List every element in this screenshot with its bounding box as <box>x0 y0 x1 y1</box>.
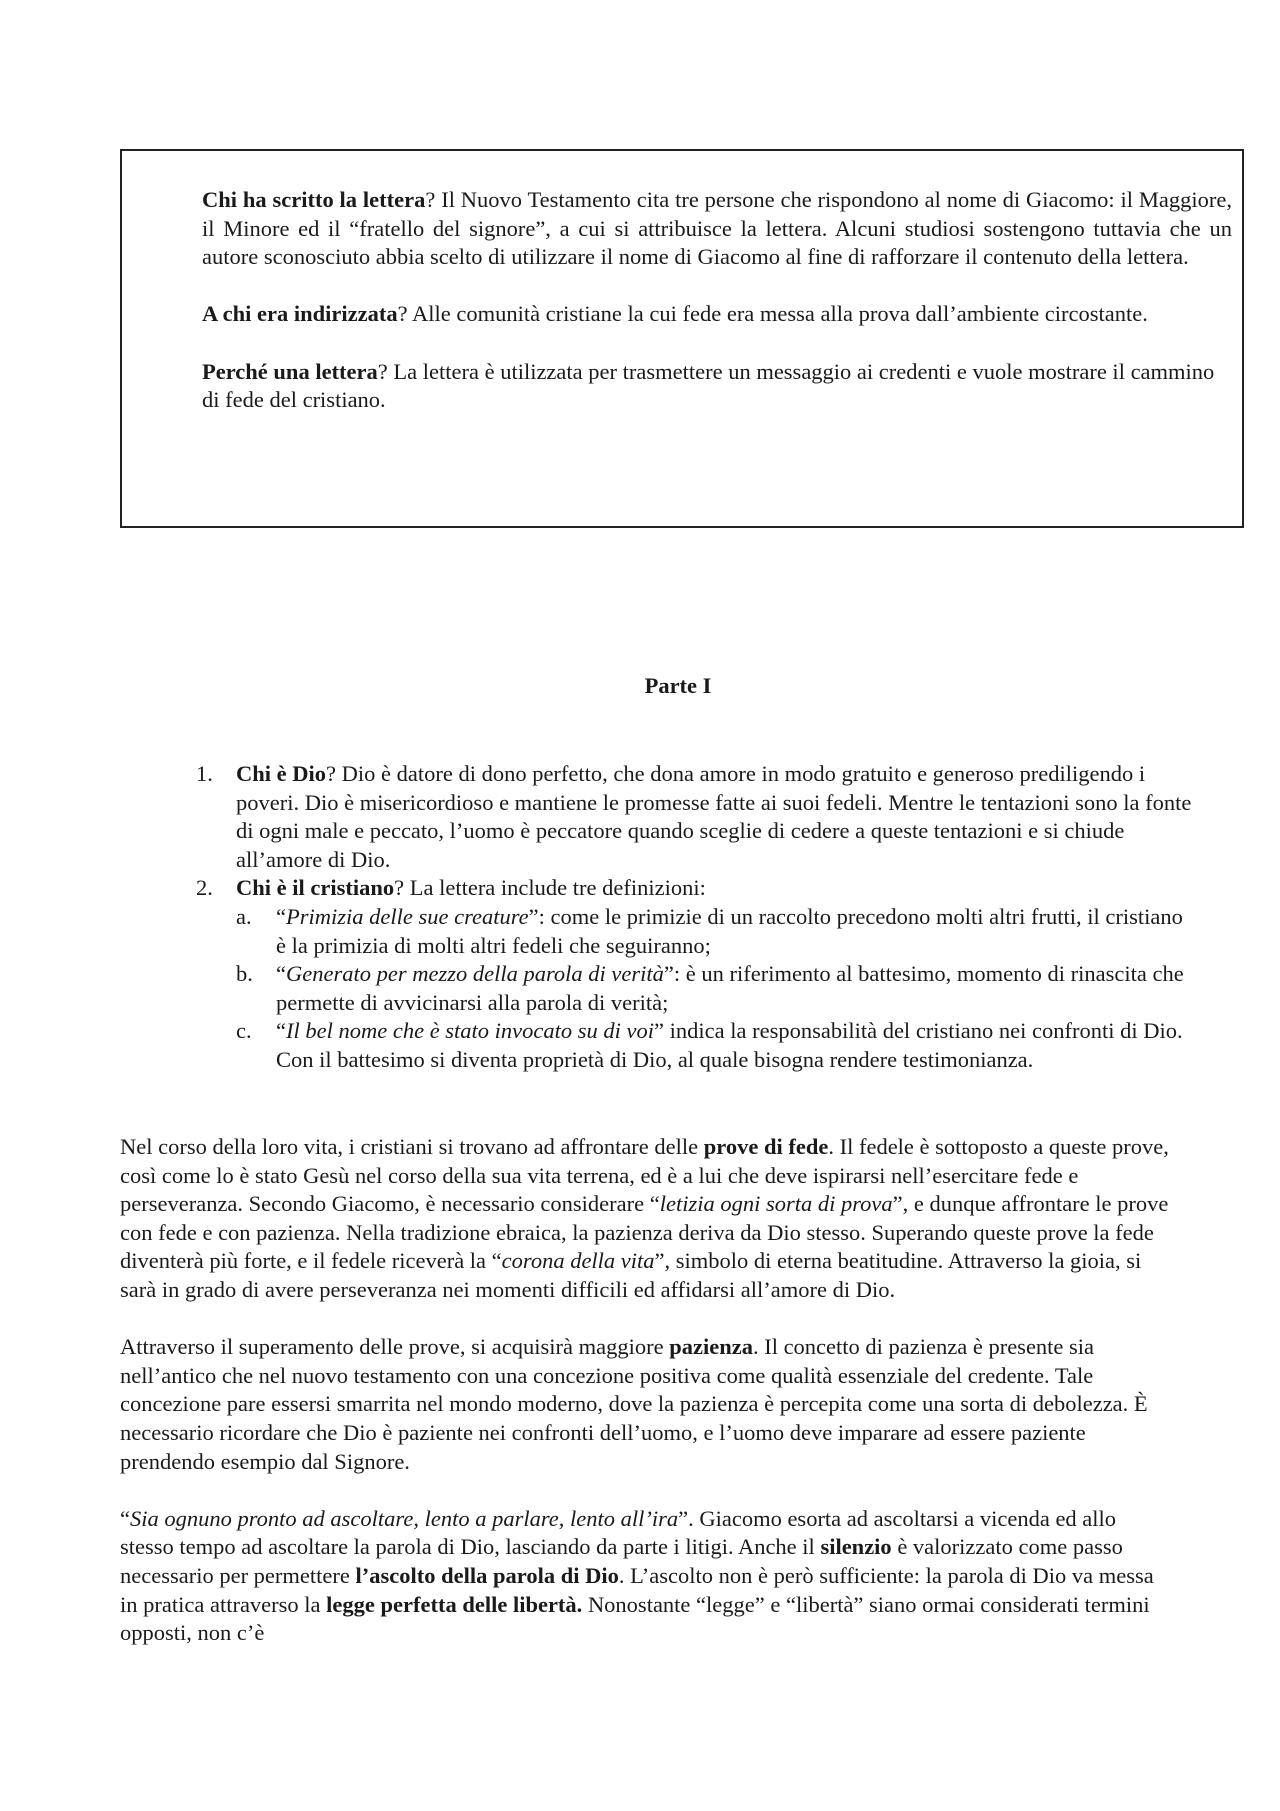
sublist-item-a <box>236 903 1196 960</box>
text-run: ”, simbolo di eterna beatitudine. Attraverso la gioia, si sarà in grado di avere perseveranza nei momenti difficili ed affidarsi all’amore di Dio. <box>120 1248 1142 1302</box>
sublist-letter: c. <box>236 1018 252 1044</box>
intro-paragraph-audience <box>202 300 1232 329</box>
quote-open: “ <box>276 1018 286 1044</box>
sublist-a-text: ”: come le primizie di un raccolto precedono molti altri frutti, il cristiano è la primizia di molti altri fedeli che seguiranno; <box>276 903 1183 958</box>
text-run: . Il fedele è sottoposto a queste prove, così come lo è stato Gesù nel corso della sua vita terrena, ed è a lui che deve ispirarsi nell’esercitare fede e perseveranza. Secondo Giacomo, è necessario considerare “ <box>120 1134 1169 1217</box>
body-paragraph-patience <box>120 1333 1170 1476</box>
sublist-letter: b. <box>236 961 253 987</box>
intro-author-text: ? Il Nuovo Testamento cita tre persone che rispondono al nome di Giacomo: il Maggiore, il Minore ed il “fratello del signore”, a cui si attribuisce la lettera. Alcuni studiosi sostengono tuttavia che un autore sconosciuto abbia scelto di utilizzare il nome di Giacomo al fine di rafforzare il contenuto della lettera. <box>202 187 1232 270</box>
quote-open: “ <box>120 1505 130 1531</box>
text-run: ”. Giacomo esorta ad ascoltarsi a vicenda ed allo stesso tempo ad ascoltare la parola di Dio, lasciando da parte i litigi. Anche il <box>120 1505 1117 1560</box>
list-number: 1. <box>196 761 213 786</box>
sublist-a-quote: Primizia delle sue creature <box>286 903 529 929</box>
intro-audience-heading: A chi era indirizzata <box>202 301 398 327</box>
intro-purpose-heading: Perché una lettera <box>202 358 378 384</box>
text-run: Nel corso della loro vita, i cristiani si trovano ad affrontare delle <box>120 1134 704 1159</box>
intro-author-heading: Chi ha scritto la lettera <box>202 187 426 212</box>
intro-paragraph-author <box>202 186 1232 272</box>
quote-open: “ <box>276 961 286 987</box>
intro-box <box>120 149 1244 528</box>
text-run: . L’ascolto non è però sufficiente: la parola di Dio va messa in pratica attraverso la <box>120 1562 1154 1617</box>
italic-quote: Sia ognuno pronto ad ascoltare, lento a parlare, lento all’ira <box>130 1505 679 1531</box>
italic-quote: letizia ogni sorta di prova <box>659 1191 893 1217</box>
sublist-c-quote: Il bel nome che è stato invocato su di voi <box>286 1018 655 1044</box>
intro-audience-text: ? Alle comunità cristiane la cui fede era messa alla prova dall’ambiente circostante. <box>397 301 1148 327</box>
quote-open: “ <box>276 903 286 929</box>
bold-term-pazienza: pazienza <box>669 1334 753 1360</box>
list-item-christian-heading: Chi è il cristiano <box>236 875 395 901</box>
text-run: Attraverso il superamento delle prove, si acquisirà maggiore <box>120 1334 670 1360</box>
numbered-list <box>196 760 1196 1075</box>
list-item-god-heading: Chi è Dio <box>236 761 326 786</box>
intro-box-content <box>202 186 1232 443</box>
sublist-letter: a. <box>236 903 252 929</box>
text-run: è valorizzato come passo necessario per permettere <box>120 1534 1123 1588</box>
text-run: Nonostante “legge” e “libertà” siano ormai considerati termini opposti, non c’è <box>120 1591 1150 1646</box>
list-number: 2. <box>196 875 213 901</box>
text-run: ”, e dunque affrontare le prove con fede e con pazienza. Nella tradizione ebraica, la pazienza deriva da Dio stesso. Superando queste prove la fede diventerà più forte, e il fedele riceverà la “ <box>120 1191 1169 1274</box>
bold-term-prove-di-fede: prove di fede <box>703 1134 829 1159</box>
intro-paragraph-purpose <box>202 358 1232 415</box>
body-paragraph-trials <box>120 1133 1170 1305</box>
sublist-item-c <box>236 1017 1196 1074</box>
sublist-b-text: ”: è un riferimento al battesimo, momento di rinascita che permette di avvicinarsi alla parola di verità; <box>276 961 1184 1015</box>
body-paragraph-listening <box>120 1505 1170 1648</box>
sublist-b-quote: Generato per mezzo della parola di verità <box>286 961 664 987</box>
sublist-item-b <box>236 960 1196 1017</box>
body-text <box>120 1133 1170 1676</box>
italic-quote: corona della vita <box>501 1248 655 1274</box>
list-item-christian <box>196 874 1196 1074</box>
bold-term-legge: legge perfetta delle libertà. <box>326 1591 583 1617</box>
section-title: Parte I <box>644 673 712 698</box>
bold-term-ascolto: l’ascolto della parola di Dio <box>355 1562 619 1588</box>
list-item-god-text: ? Dio è datore di dono perfetto, che dona amore in modo gratuito e generoso prediligendo i poveri. Dio è misericordioso e mantiene le promesse fatte ai suoi fedeli. Mentre le tentazioni sono la fonte di ogni male e peccato, l’uomo è peccatore quando sceglie di cedere a queste tentazioni e si chiude all’amore di Dio. <box>236 761 1192 872</box>
intro-purpose-text: ? La lettera è utilizzata per trasmettere un messaggio ai credenti e vuole mostrare il cammino di fede del cristiano. <box>202 358 1215 413</box>
list-item-god <box>196 760 1196 874</box>
bold-term-silenzio: silenzio <box>820 1534 892 1560</box>
list-item-christian-text: ? La lettera include tre definizioni: <box>394 875 706 901</box>
text-run: . Il concetto di pazienza è presente sia nell’antico che nel nuovo testamento con una concezione positiva come qualità essenziale del credente. Tale concezione pare essersi smarrita nel mondo moderno, dove la pazienza è percepita come una sorta di debolezza. È necessario ricordare che Dio è paziente nei confronti dell’uomo, e l’uomo deve imparare ad essere paziente prendendo esempio dal Signore. <box>120 1334 1148 1474</box>
sublist-c-text: ” indica la responsabilità del cristiano nei confronti di Dio. Con il battesimo si diventa proprietà di Dio, al quale bisogna rendere testimonianza. <box>276 1018 1183 1072</box>
